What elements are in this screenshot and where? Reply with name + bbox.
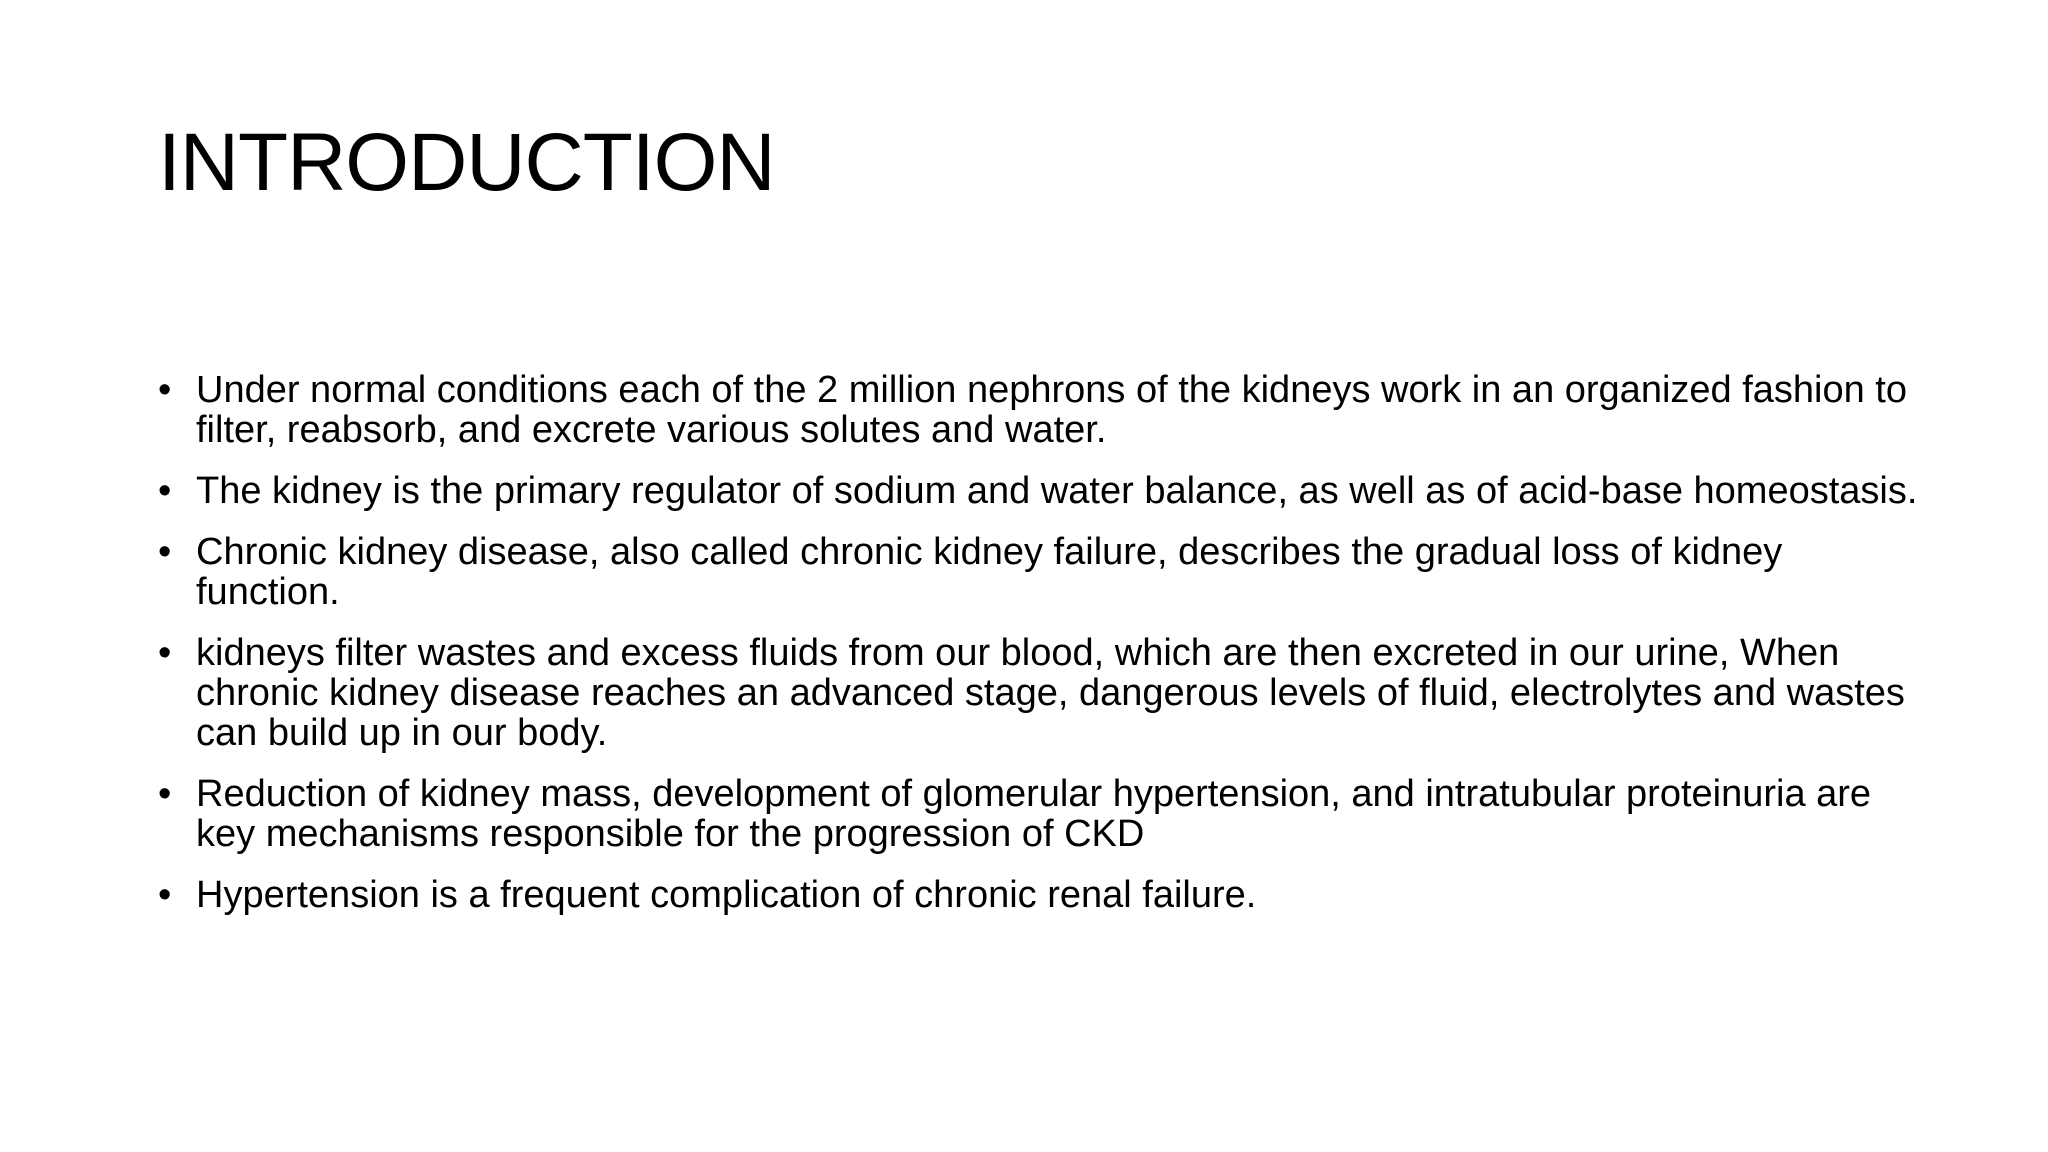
bullet-icon: • <box>158 773 172 815</box>
bullet-icon: • <box>158 874 172 916</box>
bullet-text: The kidney is the primary regulator of sodium and water balance, as well as of acid-base homeostasis. <box>196 470 1918 512</box>
bullet-icon: • <box>158 369 172 411</box>
bullet-item <box>158 532 1918 612</box>
bullet-icon: • <box>158 470 172 512</box>
bullet-item <box>158 370 1918 450</box>
bullet-icon: • <box>158 531 172 573</box>
bullet-item <box>158 471 1918 511</box>
bullet-text: Under normal conditions each of the 2 million nephrons of the kidneys work in an organized fashion to filter, reabsorb, and excrete various solutes and water. <box>196 369 1908 451</box>
bullet-list <box>158 370 1918 936</box>
bullet-item <box>158 875 1918 915</box>
slide-title: INTRODUCTION <box>158 117 775 208</box>
bullet-text: Chronic kidney disease, also called chronic kidney failure, describes the gradual loss of kidney function. <box>196 531 1783 613</box>
bullet-item <box>158 633 1918 753</box>
bullet-text: kidneys filter wastes and excess fluids from our blood, which are then excreted in our urine, When chronic kidney disease reaches an advanced stage, dangerous levels of fluid, electrolytes and wastes can build up in our body. <box>196 632 1905 754</box>
bullet-text: Hypertension is a frequent complication of chronic renal failure. <box>196 874 1257 916</box>
bullet-item <box>158 774 1918 854</box>
bullet-text: Reduction of kidney mass, development of glomerular hypertension, and intratubular proteinuria are key mechanisms responsible for the progression of CKD <box>196 773 1872 855</box>
bullet-icon: • <box>158 632 172 674</box>
